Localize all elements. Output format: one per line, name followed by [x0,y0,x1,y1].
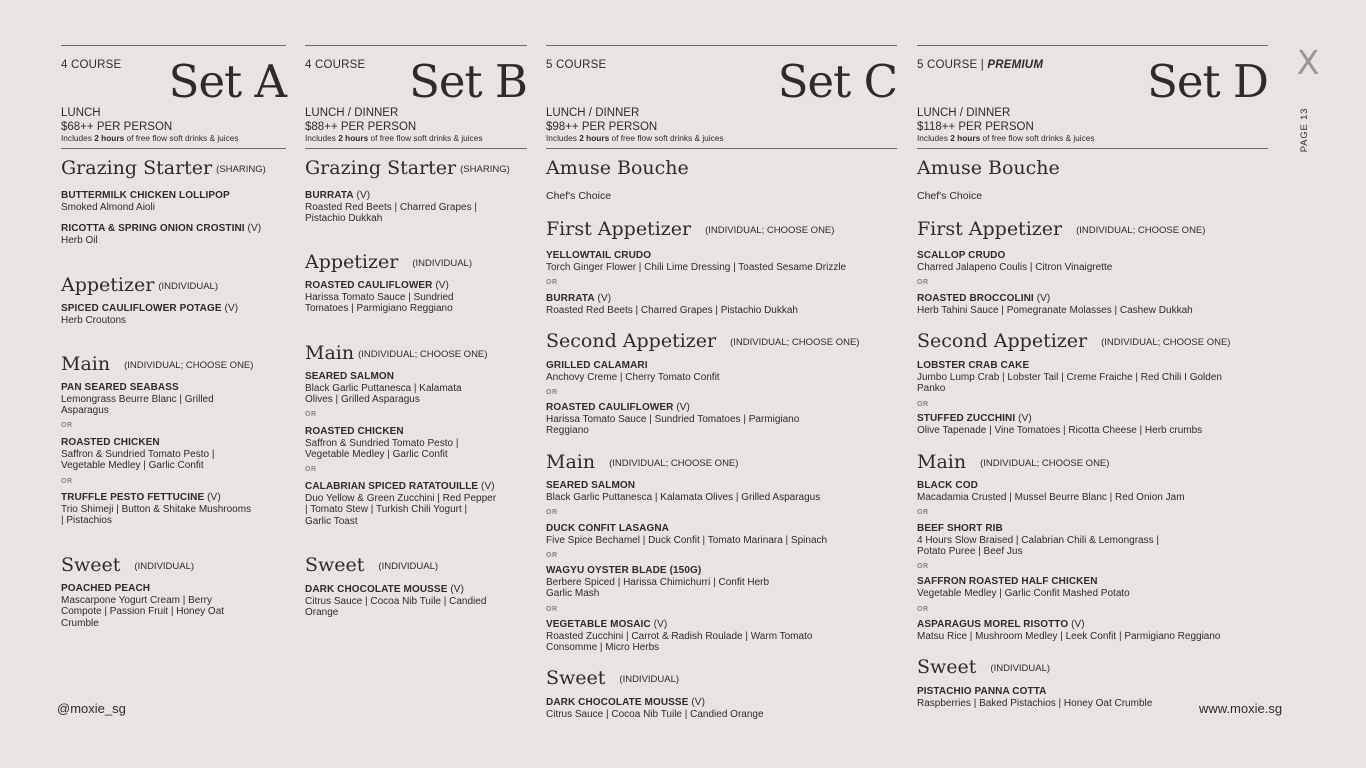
item-name [305,481,496,493]
item-title: POACHED PEACH [61,583,151,594]
menu-item [917,360,1222,395]
section-note: (INDIVIDUAL; CHOOSE ONE) [730,337,860,348]
meal-time: LUNCH / DINNER [917,107,1011,119]
menu-item [61,223,261,246]
section-note: (INDIVIDUAL) [619,674,680,685]
item-description: Crumble [61,617,99,629]
includes-bold: 2 hours [338,133,369,143]
item-description: Berbere Spiced | Harissa Chimichurri | Confit Herb [546,576,770,588]
item-name [917,293,1193,305]
menu-item [917,293,1193,316]
item-description: Pistachio Dukkah [305,213,383,224]
item-description: Harissa Tomato Sauce | Sundried [305,291,454,303]
section-title [546,157,689,179]
set-header [305,46,527,148]
or-divider: OR [917,279,929,286]
menu-item [546,565,769,600]
menu-item [917,250,1112,273]
item-description: Smoked Almond Aioli [61,201,155,213]
item-description: 4 Hours Slow Braised | Calabrian Chili & Lemongrass | [917,534,1159,546]
item-description: Olives | Grilled Asparagus [305,394,420,405]
item-description: Potato Puree | Beef Jus [917,546,1023,557]
or-divider: OR [917,606,929,613]
section-title [305,554,438,578]
or-divider: OR [61,422,73,429]
menu-item [61,190,230,213]
section-title [305,342,487,366]
item-name [546,697,764,709]
item-title: BURRATA [546,293,595,304]
section-name: Main [61,353,111,375]
item-title: SCALLOP CRUDO [917,250,1006,261]
or-divider: OR [305,411,317,418]
section-title [546,451,738,475]
veg-mark: (V) [353,190,371,201]
item-title: ASPARAGUS MOREL RISOTTO [917,619,1069,630]
veg-mark: (V) [221,303,239,314]
menu-item [546,293,798,316]
menu-item [917,413,1202,436]
item-title: LOBSTER CRAB CAKE [917,360,1030,371]
section-title [61,157,266,181]
section-title [305,157,510,181]
or-divider: OR [546,606,558,613]
set-header [61,46,286,148]
or-divider: OR [61,478,73,485]
item-title: CALABRIAN SPICED RATATOUILLE [305,481,479,492]
item-description: Compote | Passion Fruit | Honey Oat [61,606,225,617]
item-description: Consomme | Micro Herbs [546,642,660,653]
section-title [546,218,834,242]
includes-post: of free flow soft drinks & juices [368,133,483,143]
set-title: Set D [1147,55,1268,108]
item-title: PISTACHIO PANNA COTTA [917,686,1047,697]
or-divider: OR [305,466,317,473]
item-name [546,250,846,262]
section-note: (INDIVIDUAL) [412,258,472,269]
menu-item [305,190,477,225]
item-description: Mascarpone Yogurt Cream | Berry [61,594,213,606]
item-description: Herb Croutons [61,314,127,326]
section-title [917,330,1230,354]
item-title: SPICED CAULIFLOWER POTAGE [61,303,222,314]
item-description: Black Garlic Puttanesca | Kalamata [305,382,462,394]
header-rule [305,148,527,149]
price: $118++ PER PERSON [917,121,1034,133]
item-title: SEARED SALMON [546,480,636,491]
meal-price [546,106,657,134]
includes-bold: 2 hours [579,133,610,143]
includes-note [61,133,239,143]
set-c-column [546,45,897,720]
item-description: Vegetable Medley | Garlic Confit [61,460,204,471]
item-name [61,190,230,202]
item-description: Raspberries | Baked Pistachios | Honey Oat Crumble [917,697,1153,709]
includes-post: of free flow soft drinks & juices [980,133,1095,143]
veg-mark: (V) [204,492,221,503]
meal-price [305,106,416,134]
item-description: Vegetable Medley | Garlic Confit Mashed Potato [917,587,1130,599]
item-title: SEARED SALMON [305,371,395,382]
item-description: Black Garlic Puttanesca | Kalamata Olives | Grilled Asparagus [546,491,821,503]
section-name: Main [546,451,596,473]
item-description: Trio Shimeji | Button & Shitake Mushrooms [61,503,252,515]
menu-item [546,360,720,383]
item-description: Torch Ginger Flower | Chili Lime Dressing | Toasted Sesame Drizzle [546,261,847,273]
item-name [917,360,1222,372]
section-title [917,218,1205,242]
or-divider: OR [546,389,558,396]
item-description: Asparagus [61,405,109,416]
item-name [305,280,454,292]
item-description: Herb Tahini Sauce | Pomegranate Molasses | Cashew Dukkah [917,304,1193,316]
section-name: Sweet [917,656,977,678]
course-count: 5 COURSE [546,59,607,71]
chefs-choice: Chef's Choice [917,190,983,202]
item-name [305,426,458,438]
set-a-column [61,45,286,629]
course-count: 4 COURSE [305,59,366,71]
item-description: Anchovy Creme | Cherry Tomato Confit [546,371,720,383]
item-description: Jumbo Lump Crab | Lobster Tail | Creme Fraiche | Red Chili I Golden [917,371,1222,383]
section-title [546,330,859,354]
veg-mark: (V) [594,293,612,304]
veg-mark: (V) [673,402,690,413]
item-description: Five Spice Bechamel | Duck Confit | Tomato Marinara | Spinach [546,534,828,546]
menu-item [546,250,846,273]
section-name: Appetizer [61,274,155,296]
item-title: BEEF SHORT RIB [917,523,1003,534]
item-title: ROASTED BROCCOLINI [917,293,1034,304]
section-note: (INDIVIDUAL; CHOOSE ONE) [705,225,835,236]
veg-mark: (V) [1015,413,1032,424]
includes-pre: Includes [917,133,951,143]
or-divider: OR [917,509,929,516]
section-note: (INDIVIDUAL) [158,281,218,292]
meal-time: LUNCH / DINNER [546,107,640,119]
section-name: First Appetizer [917,218,1063,240]
item-name [546,360,720,372]
chefs-choice: Chef's Choice [546,190,612,202]
menu-item [546,619,812,654]
or-divider: OR [546,509,558,516]
menu-item [305,371,462,406]
item-description: Panko [917,383,946,394]
set-title: Set C [777,55,897,108]
section-note: (INDIVIDUAL; CHOOSE ONE) [609,458,739,469]
section-name: Grazing Starter [305,157,457,179]
item-description: Harissa Tomato Sauce | Sundried Tomatoes | Parmigiano [546,413,800,425]
section-note: (INDIVIDUAL; CHOOSE ONE) [124,360,254,371]
or-divider: OR [546,279,558,286]
or-divider: OR [917,401,929,408]
item-description: Reggiano [546,425,589,436]
item-name [61,583,224,595]
item-description: Macadamia Crusted | Mussel Beurre Blanc | Red Onion Jam [917,491,1185,503]
item-title: ROASTED CAULIFLOWER [546,402,674,413]
menu-item [546,697,764,720]
item-name [546,523,827,535]
meal-time: LUNCH / DINNER [305,107,399,119]
section-note: (INDIVIDUAL) [990,663,1051,674]
header-rule [61,148,286,149]
includes-bold: 2 hours [950,133,981,143]
veg-mark: (V) [478,481,495,492]
item-name [305,190,477,202]
or-divider: OR [917,563,929,570]
page-number: PAGE 13 [1299,107,1310,153]
section-title [917,451,1109,475]
veg-mark: (V) [244,223,262,234]
item-title: YELLOWTAIL CRUDO [546,250,652,261]
item-name [305,371,462,383]
item-name [917,523,1159,535]
price: $98++ PER PERSON [546,121,658,133]
item-description: Roasted Red Beets | Charred Grapes | [305,201,477,213]
veg-mark: (V) [1068,619,1085,630]
veg-mark: (V) [1033,293,1051,304]
close-icon[interactable]: X [1296,43,1320,82]
menu-item [61,437,214,472]
menu-item [305,481,496,527]
header-rule [917,148,1268,149]
section-title [61,353,253,377]
item-title: BURRATA [305,190,354,201]
item-title: SAFFRON ROASTED HALF CHICKEN [917,576,1098,587]
item-description: | Tomato Stew | Turkish Chili Yogurt | [305,504,468,515]
section-title [61,554,194,578]
item-title: DUCK CONFIT LASAGNA [546,523,670,534]
menu-item [305,584,486,619]
veg-mark: (V) [650,619,668,630]
menu-item [917,619,1221,642]
includes-post: of free flow soft drinks & juices [609,133,724,143]
item-name [61,492,251,504]
item-title: BUTTERMILK CHICKEN LOLLIPOP [61,190,230,201]
menu-item [917,686,1152,709]
menu-item [61,492,251,527]
item-description: Roasted Red Beets | Charred Grapes | Pistachio Dukkah [546,304,798,316]
section-title [61,274,218,298]
item-name [546,480,820,492]
section-name: Second Appetizer [917,330,1088,352]
course-count: 4 COURSE [61,59,122,71]
section-name: Sweet [546,667,606,689]
item-description: Lemongrass Beurre Blanc | Grilled [61,393,214,405]
includes-note [305,133,483,143]
social-handle: @moxie_sg [57,701,126,716]
item-name [546,402,799,414]
set-title: Set B [409,55,527,108]
set-b-column [305,45,527,618]
section-name: Sweet [61,554,121,576]
course-label: 5 COURSE [917,59,978,71]
item-title: BLACK COD [917,480,978,491]
section-note: (INDIVIDUAL; CHOOSE ONE) [1101,337,1231,348]
item-description: | Pistachios [61,515,112,526]
item-name [61,303,238,315]
item-title: VEGETABLE MOSAIC [546,619,651,630]
item-name [917,480,1185,492]
menu-item [917,523,1159,558]
item-description: Duo Yellow & Green Zucchini | Red Pepper [305,492,497,504]
menu-item [917,576,1130,599]
item-description: Matsu Rice | Mushroom Medley | Leek Confit | Parmigiano Reggiano [917,630,1221,642]
item-description: Saffron & Sundried Tomato Pesto | [61,448,215,460]
item-title: ROASTED CAULIFLOWER [305,280,433,291]
includes-bold: 2 hours [94,133,125,143]
item-title: ROASTED CHICKEN [305,426,404,437]
item-description: Olive Tapenade | Vine Tomatoes | Ricotta Cheese | Herb crumbs [917,424,1203,436]
item-description: Garlic Toast [305,515,358,527]
section-note: (INDIVIDUAL) [378,561,439,572]
menu-item [61,583,224,629]
section-name: First Appetizer [546,218,692,240]
veg-mark: (V) [432,280,449,291]
item-name [917,619,1221,631]
item-title: STUFFED ZUCCHINI [917,413,1016,424]
item-name [546,565,769,577]
section-name: Sweet [305,554,365,576]
item-description: Orange [305,607,339,618]
item-description: Citrus Sauce | Cocoa Nib Tuile | Candied [305,595,487,607]
item-title: RICOTTA & SPRING ONION CROSTINI [61,223,245,234]
section-name: Main [917,451,967,473]
item-title: WAGYU OYSTER BLADE (150G) [546,565,702,576]
veg-mark: (V) [447,584,464,595]
header-rule [546,148,897,149]
set-title: Set A [168,55,286,108]
includes-pre: Includes [546,133,580,143]
meal-price [917,106,1034,134]
includes-post: of free flow soft drinks & juices [124,133,239,143]
item-title: DARK CHOCOLATE MOUSSE [546,697,689,708]
includes-pre: Includes [61,133,95,143]
item-description: Tomatoes | Parmigiano Reggiano [305,303,453,314]
set-d-column [917,45,1268,709]
item-name [305,584,486,596]
price: $68++ PER PERSON [61,121,173,133]
set-header [917,46,1268,148]
section-note: (INDIVIDUAL; CHOOSE ONE) [980,458,1110,469]
item-name [61,223,261,235]
price: $88++ PER PERSON [305,121,417,133]
item-name [546,293,798,305]
section-title [917,157,1060,179]
section-note: (SHARING) [216,164,266,175]
item-description: Garlic Mash [546,588,600,599]
item-description: Charred Jalapeno Coulis | Citron Vinaigrette [917,261,1113,273]
item-title: GRILLED CALAMARI [546,360,648,371]
section-name: Grazing Starter [61,157,213,179]
section-name: Amuse Bouche [546,157,689,179]
item-name [546,619,812,631]
includes-pre: Includes [305,133,339,143]
item-title: DARK CHOCOLATE MOUSSE [305,584,448,595]
item-name [917,576,1130,588]
section-note: (INDIVIDUAL; CHOOSE ONE) [1076,225,1206,236]
section-title [917,656,1050,680]
menu-item [305,280,454,315]
section-note: (SHARING) [460,164,510,175]
meal-time: LUNCH [61,107,101,119]
item-name [61,382,214,394]
or-divider: OR [546,552,558,559]
menu-item [546,402,799,437]
item-name [61,437,214,449]
item-name [917,686,1152,698]
section-name: Appetizer [305,251,399,273]
item-description: Saffron & Sundried Tomato Pesto | [305,437,459,449]
item-title: ROASTED CHICKEN [61,437,160,448]
item-description: Vegetable Medley | Garlic Confit [305,449,448,460]
menu-item [61,382,214,417]
item-title: TRUFFLE PESTO FETTUCINE [61,492,205,503]
menu-item [917,480,1185,503]
set-header [546,46,897,148]
meal-price [61,106,172,134]
item-description: Roasted Zucchini | Carrot & Radish Roulade | Warm Tomato [546,630,813,642]
item-title: PAN SEARED SEABASS [61,382,179,393]
item-description: Herb Oil [61,234,98,246]
menu-item [546,523,827,546]
website-link[interactable]: www.moxie.sg [1199,701,1283,716]
menu-item [546,480,820,503]
section-title [305,251,472,275]
item-description: Citrus Sauce | Cocoa Nib Tuile | Candied Orange [546,708,764,720]
includes-note [546,133,724,143]
menu-item [61,303,238,326]
includes-note [917,133,1095,143]
premium-label: PREMIUM [987,59,1044,71]
item-name [917,413,1202,425]
veg-mark: (V) [688,697,705,708]
section-note: (INDIVIDUAL) [134,561,195,572]
course-count: 5 COURSE | PREMIUM [917,59,1044,71]
section-name: Second Appetizer [546,330,717,352]
section-title [546,667,679,691]
section-name: Amuse Bouche [917,157,1060,179]
section-note: (INDIVIDUAL; CHOOSE ONE) [358,349,488,360]
menu-item [305,426,458,461]
item-name [917,250,1112,262]
section-name: Main [305,342,355,364]
